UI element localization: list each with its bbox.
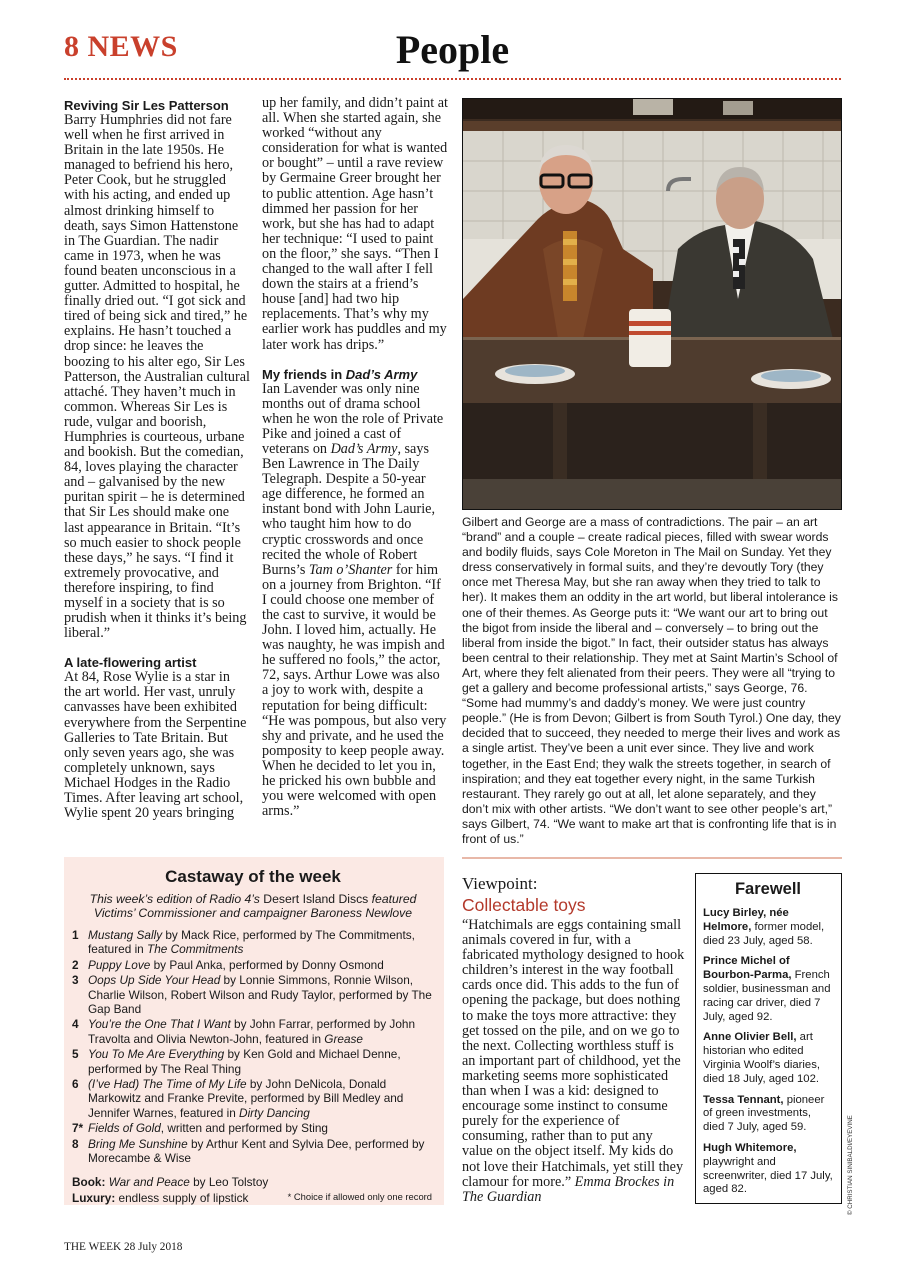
article-body-wylie-part2: up her family, and didn’t paint at all. When she started again, she worked “without any consideration for what is wanted or bought” – until a rave review by Germaine Greer brought her to public attention. Age hasn’t dimmed her passion for her work, but she has had to adapt her technique: “I used to paint on the floor,” she says. “Then I changed to the wall after I fell down the stairs at a friend’s house [and] had two hip replacements. That’s why my earlier work has puddles and my later work has drips.” bbox=[262, 95, 448, 353]
body-poem-title: Tam o’Shanter bbox=[308, 561, 393, 578]
track-title: You’re the One That I Want bbox=[88, 1017, 231, 1032]
track-item bbox=[72, 1017, 434, 1046]
track-film: Grease bbox=[324, 1031, 363, 1046]
track-number: 2 bbox=[72, 957, 79, 972]
track-number: 3 bbox=[72, 973, 79, 988]
castaway-box bbox=[64, 857, 444, 1205]
obituary-name: Lucy Birley, née Helmore, bbox=[703, 907, 789, 933]
page-title: People bbox=[395, 27, 510, 72]
obituary-name: Hugh Whitemore, bbox=[703, 1141, 797, 1154]
article-heading-lavender bbox=[262, 367, 448, 382]
viewpoint-label: Viewpoint: bbox=[462, 874, 538, 893]
track-film: The Commitments bbox=[147, 942, 244, 957]
body-part-a: Ian Lavender was only nine months out of drama school when he won the role of Private Pike and joined a cast of veterans on bbox=[262, 380, 444, 457]
article-body-patterson: Barry Humphries did not fare well when he first arrived in Britain in the late 1950s. He managed to befriend his hero, Peter Cook, but he struggled with his acting, and ended up almost drinking himself to death, says Simon Hattenstone in The Guardian. The nadir came in 1973, when he was found beaten unconscious in a gutter. Admitted to hospital, he finally dried out. “I got sick and tired of being sick and tired,” he explains. He hasn’t touched a drop since: he leaves the boozing to his alter ego, Sir Les Patterson, the Australian cultural attaché. They haven’t much in common. Whereas Sir Les is rude, vulgar and boorish, Humphries is courteous, urbane and bookish. But the comedian, 84, loves playing the character and – galvanised by the new puritan spirit – he is determined that Sir Les should make one last appearance in Britain. “It’s so much easier to shock people these days,” he says. “I find it extremely provocative, and therefore inspiring, to find myself in a society that is so prudish when it thinks it’s being liberal.” bbox=[64, 112, 250, 642]
viewpoint-body bbox=[462, 918, 686, 1205]
obituary-name: Prince Michel of Bourbon-Parma, bbox=[703, 955, 792, 982]
track-number: 4 bbox=[72, 1017, 79, 1032]
body-part-b: , says Ben Lawrence in The Daily Telegraph. Despite a 50-year age difference, he formed an instant bond with John Laurie, who taught him how to do cryptic crosswords and once recited the whole of Robert Burns’s bbox=[262, 440, 435, 578]
track-film: Dirty Dancing bbox=[239, 1105, 310, 1120]
track-desc: , written and performed by Sting bbox=[160, 1121, 328, 1136]
track-title: You To Me Are Everything bbox=[88, 1047, 225, 1062]
track-item bbox=[72, 1077, 434, 1120]
track-item bbox=[72, 973, 434, 1016]
viewpoint-title: Collectable toys bbox=[462, 895, 586, 915]
farewell-box bbox=[695, 873, 842, 1204]
book-author: by Leo Tolstoy bbox=[189, 1174, 269, 1189]
obituary-item bbox=[703, 907, 833, 948]
section-rule bbox=[462, 857, 842, 859]
track-title: Mustang Sally bbox=[88, 928, 163, 942]
obituary-desc: art historian who edited Virginia Woolf’s diaries, died 18 July, aged 102. bbox=[703, 1031, 820, 1085]
intro-part-c: featured Victims’ Commissioner and campaigner Baroness Newlove bbox=[93, 892, 417, 920]
viewpoint-source: Emma Brockes in The Guardian bbox=[462, 1173, 675, 1205]
intro-part-a: This week’s edition of Radio 4’s bbox=[89, 892, 264, 906]
article-body-wylie-part1: At 84, Rose Wylie is a star in the art world. Her vast, unruly canvasses have been exhibited everywhere from the Serpentine Galleries to Tate Britain. But only seven years ago, she was completely unknown, says Michael Hodges in the Radio Times. After leaving art school, Wylie spent 20 years bringing bbox=[64, 669, 247, 822]
luxury-item: endless supply of lipstick bbox=[115, 1190, 249, 1205]
heading-text: My friends in bbox=[262, 366, 346, 382]
track-title: Bring Me Sunshine bbox=[88, 1136, 188, 1151]
photo-credit-text: © CHRISTIAN SINIBALDI/EYEVINE bbox=[847, 1115, 854, 1215]
header-rule bbox=[64, 78, 841, 80]
track-item bbox=[72, 958, 434, 972]
obituary-name: Anne Olivier Bell, bbox=[703, 1031, 797, 1044]
track-desc: by John DeNicola, Donald Markowitz and Franke Previte, performed by Bill Medley and Jennifer Warnes, featured in bbox=[88, 1077, 404, 1120]
book-title: War and Peace bbox=[108, 1174, 190, 1189]
body-part-c: for him on a journey from Brighton. “If I could choose one member of the cast to survive, it would be John. I loved him, actually. He was naughty, he was impish and he suffered no fools,” the actor, 72, says. Arthur Lowe was also a joy to work with, despite a reputation for being difficult: “He was pompous, but also very shy and private, and he used the pomposity to keep people away. When he decided to let you in, he pricked his own bubble and you were welcomed with open arms.” bbox=[262, 561, 447, 820]
obituary-desc: former model, died 23 July, aged 58. bbox=[703, 920, 825, 947]
photo-caption: Gilbert and George are a mass of contradictions. The pair – an art “brand” and a couple – create radical pieces, filled with swear words and bodily fluids, says Cole Moreton in The Mail on Sunday. Yet they dress conservatively in formal suits, and they’re devoutly Tory (they once met Theresa May, but she ran away when they tried to talk to her). It makes them an oddity in the art world, but liberal intolerance is one of their themes. As George puts it: “We want our art to bring out the bigot from inside the liberal and – conversely – to bring out the liberal from inside the bigot.” In fact, their outsider status has always been central to their relationship. They met at Saint Martin’s School of Art, where they felt alienated from their peers. They were all “trying to get a gallery and become professional artists,” says George, 76. “Some had mummy’s and daddy’s money. We were just country people.” (He is from Devon; Gilbert is from South Tyrol.) One day, they decided that to succeed, they needed to merge their lives and work as a single artist. They’ve been a unit ever since. They live and work together, in the East End; they walk the streets together, in search of inspiration; and they eat together every night, in the same Turkish restaurant. They rarely go out at all, let alone separately, and they don’t mix with other artists. “We don’t want to see other people’s art,” says Gilbert, 74. “We want to make art that is confronting life that is in front of us.” bbox=[462, 515, 841, 846]
photo-credit bbox=[847, 1115, 859, 1229]
castaway-footer bbox=[72, 1174, 434, 1206]
viewpoint-quote: “Hatchimals are eggs containing small animals covered in fur, with a fabricated mythology designed to hook children’s interest in the way football cards once did. This adds to the fun of opening the package, but does nothing to make the toys more attractive: they get tossed on the pile, and on we go to the next. Collecting worthless stuff is an important part of childhood, yet the marketing seems more sophisticated than when I was a kid: designed to encourage some instinct to consume purely for the experience of consuming, rather than to put any value on the object itself. My kids do not love their Hatchimals, yet still they clamour for more.” bbox=[462, 917, 685, 1190]
track-desc: by John Farrar, performed by John Travolta and Olivia Newton-John, featured in bbox=[88, 1017, 416, 1046]
obituary-item bbox=[703, 1031, 833, 1086]
article-heading-wylie: A late-flowering artist bbox=[64, 655, 197, 671]
track-desc: by Paul Anka, performed by Donny Osmond bbox=[150, 957, 384, 972]
track-list bbox=[72, 928, 434, 1166]
castaway-intro bbox=[72, 892, 434, 920]
obituary-desc: playwright and screenwriter, died 17 July, aged 82. bbox=[703, 1155, 833, 1196]
track-number: 7* bbox=[72, 1121, 84, 1136]
luxury-label: Luxury: bbox=[72, 1190, 116, 1205]
obituary-item bbox=[703, 1142, 833, 1197]
castaway-title: Castaway of the week bbox=[165, 867, 341, 886]
viewpoint-column bbox=[462, 874, 686, 1205]
track-title: (I’ve Had) The Time of My Life bbox=[88, 1077, 247, 1092]
track-title: Fields of Gold bbox=[88, 1121, 161, 1136]
track-desc: by Ken Gold and Michael Denne, performed by The Real Thing bbox=[88, 1047, 401, 1076]
track-item bbox=[72, 1121, 434, 1135]
column-1 bbox=[64, 96, 250, 821]
track-item bbox=[72, 928, 434, 957]
track-number: 6 bbox=[72, 1077, 79, 1092]
obituary-item bbox=[703, 1094, 833, 1135]
article-heading-patterson: Reviving Sir Les Patterson bbox=[64, 98, 229, 113]
castaway-book bbox=[72, 1174, 434, 1190]
obituary-desc: French soldier, businessman and racing car driver, died 7 July, aged 92. bbox=[703, 969, 831, 1023]
obituary-item bbox=[703, 955, 833, 1024]
track-item bbox=[72, 1047, 434, 1076]
track-number: 5 bbox=[72, 1047, 79, 1062]
photo-gilbert-and-george bbox=[462, 98, 842, 510]
track-desc: by Arthur Kent and Sylvia Dee, performed by Morecambe & Wise bbox=[88, 1136, 425, 1166]
column-2 bbox=[262, 96, 448, 819]
track-title: Oops Up Side Your Head bbox=[88, 973, 221, 988]
track-title: Puppy Love bbox=[88, 957, 151, 972]
book-label: Book: bbox=[72, 1174, 106, 1189]
page-section-label: 8 NEWS bbox=[64, 30, 178, 63]
track-desc: by Mack Rice, performed by The Commitments, featured in bbox=[88, 928, 415, 957]
intro-programme: Desert Island Discs bbox=[263, 892, 369, 906]
farewell-title: Farewell bbox=[734, 880, 802, 898]
page-footer: THE WEEK 28 July 2018 bbox=[64, 1241, 183, 1253]
track-desc: by Lonnie Simmons, Ronnie Wilson, Charlie Wilson, Robert Wilson and Rudy Taylor, performed by The Gap Band bbox=[88, 973, 432, 1017]
track-item bbox=[72, 1137, 434, 1166]
track-number: 8 bbox=[72, 1136, 79, 1151]
heading-show-title: Dad’s Army bbox=[345, 366, 418, 382]
body-show-title: Dad’s Army bbox=[330, 440, 398, 457]
article-body-lavender bbox=[262, 382, 448, 820]
track-number: 1 bbox=[72, 928, 79, 942]
obituary-name: Tessa Tennant, bbox=[703, 1093, 784, 1106]
castaway-note: * Choice if allowed only one record bbox=[287, 1190, 432, 1202]
obituary-desc: pioneer of green investments, died 7 July, aged 59. bbox=[703, 1093, 825, 1134]
